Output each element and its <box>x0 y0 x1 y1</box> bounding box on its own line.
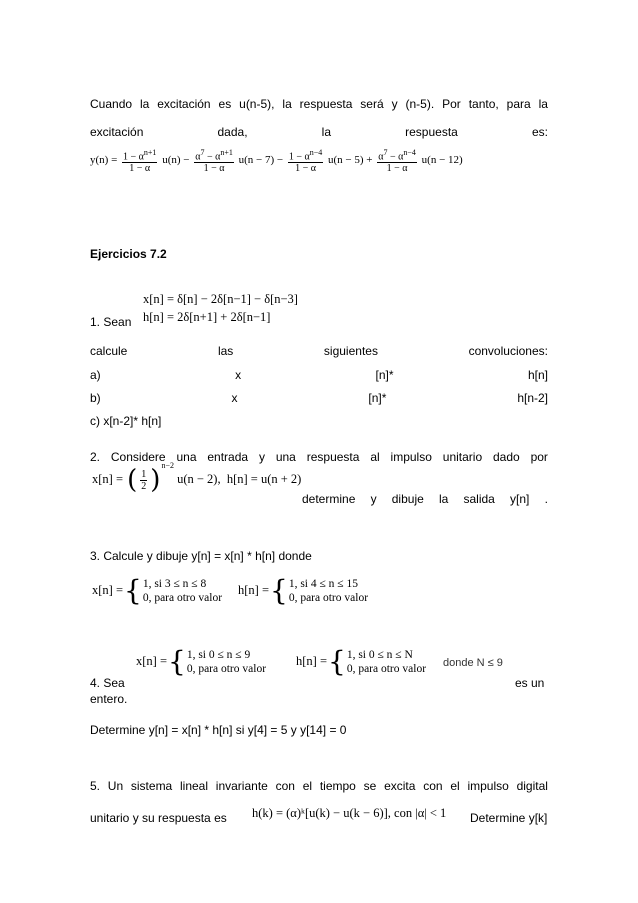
word: h[n] <box>527 368 548 382</box>
word: h[n-2] <box>517 391 548 405</box>
ex5-equation: h(k) = (α)ᵏ[u(k) − u(k − 6)], con |α| < 1 <box>252 806 447 820</box>
ex5-end: Determine y[k] <box>470 811 548 825</box>
word: el <box>302 779 313 793</box>
ex4-donde: donde N ≤ 9 <box>443 657 503 669</box>
word: el <box>450 779 460 793</box>
word: siguientes <box>323 344 378 358</box>
word: y <box>391 97 398 111</box>
word: respuesta <box>299 97 353 111</box>
ex4-label: 4. Sea <box>90 676 125 690</box>
word: (n-5). <box>405 97 435 111</box>
word: Considere <box>110 450 166 464</box>
word: digital <box>516 779 548 793</box>
ex2-equation: x[n] = ( $\frac{1}{2}$ )$^{n-2}$ u(n − 2), h[n] = u(n + 2) <box>92 460 302 495</box>
word: tanto, <box>468 97 499 111</box>
word: excitación <box>157 97 211 111</box>
word: respuesta <box>405 125 458 139</box>
word: x <box>231 391 238 405</box>
word: la <box>139 97 150 111</box>
word: salida <box>463 492 495 506</box>
word: calcule <box>90 344 128 358</box>
word: al <box>370 450 380 464</box>
word: dada, <box>217 125 248 139</box>
word: respuesta <box>306 450 360 464</box>
word: excita <box>384 779 416 793</box>
ex2-line-2 <box>302 492 548 506</box>
word: 5. <box>90 779 101 793</box>
word: . <box>544 492 548 506</box>
word: la <box>321 125 331 139</box>
word: lineal <box>180 779 209 793</box>
word: impulso <box>467 779 509 793</box>
word: convoluciones: <box>468 344 548 358</box>
ex5-line-1 <box>90 779 548 793</box>
ex1-label: 1. Sean <box>90 315 132 329</box>
ex5-start: unitario y su respuesta es <box>90 811 227 825</box>
word: es: <box>531 125 548 139</box>
word: [n]* <box>368 391 387 405</box>
word: y <box>258 450 265 464</box>
ex1-item-c: c) x[n-2]* h[n] <box>90 414 162 428</box>
word: sistema <box>130 779 173 793</box>
ex1-calc-line <box>90 344 548 358</box>
intro-line-1 <box>90 97 548 111</box>
word: y <box>370 492 377 506</box>
ex3-x-def: x[n] ={1, si 3 ≤ n ≤ 8 0, para otro valor <box>92 574 223 607</box>
word: con <box>275 779 295 793</box>
ex1-h-equation: h[n] = 2δ[n+1] + 2δ[n−1] <box>143 310 271 324</box>
ex4-entero: entero. <box>90 692 128 706</box>
ex3-line: 3. Calcule y dibuje y[n] = x[n] * h[n] donde <box>90 549 312 563</box>
section-heading: Ejercicios 7.2 <box>90 247 167 261</box>
word: excitación <box>90 125 144 139</box>
ex1-item-b <box>90 391 548 405</box>
ex3-h-def: h[n] ={1, si 4 ≤ n ≤ 15 0, para otro valor <box>238 574 369 607</box>
word: dado <box>493 450 520 464</box>
word: la <box>538 97 548 111</box>
word: u(n-5), <box>239 97 275 111</box>
word: Cuando <box>90 97 133 111</box>
word: con <box>423 779 443 793</box>
ex4-determine: Determine y[n] = x[n] * h[n] si y[4] = 5 y y[14] = 0 <box>90 723 347 737</box>
word: [n]* <box>375 368 394 382</box>
intro-line-2 <box>90 125 548 139</box>
word: una <box>275 450 296 464</box>
word: impulso <box>390 450 432 464</box>
ex4-h-def: h[n] ={1, si 0 ≤ n ≤ N 0, para otro valor <box>296 645 427 678</box>
word: será <box>360 97 384 111</box>
ex4-es-un: es un <box>515 676 545 690</box>
response-equation: y(n) = $\frac{1 - \alpha^{n+1}}{1 - \alpha}$ u(n) − $\frac{\alpha^7 - \alpha^{n+1}}{1 - \alpha}$ u(n − 7) − $\frac{1 - \alpha^{n-4}}{1 - \alpha}$ u(n − 5) + $\frac{\alpha^7 - \alpha^{n-4}}{1 - \alpha}$ u(n − 12) <box>90 148 463 175</box>
word: entrada <box>207 450 249 464</box>
word: la <box>282 97 292 111</box>
word: tiempo <box>319 779 356 793</box>
word: por <box>530 450 548 464</box>
word: para <box>506 97 531 111</box>
word: determine <box>302 492 356 506</box>
word: unitario <box>442 450 483 464</box>
word: y[n] <box>510 492 530 506</box>
ex4-x-def: x[n] ={1, si 0 ≤ n ≤ 9 0, para otro valor <box>136 645 267 678</box>
word: dibuje <box>391 492 424 506</box>
word: invariante <box>215 779 268 793</box>
word: Por <box>442 97 461 111</box>
word: Un <box>107 779 124 793</box>
word: b) <box>90 391 101 405</box>
word: 2. <box>90 450 101 464</box>
word: a) <box>90 368 101 382</box>
word: es <box>218 97 232 111</box>
word: se <box>363 779 377 793</box>
word: las <box>217 344 234 358</box>
ex1-x-equation: x[n] = δ[n] − 2δ[n−1] − δ[n−3] <box>143 292 298 306</box>
word: x <box>235 368 242 382</box>
word: una <box>176 450 197 464</box>
ex1-item-a <box>90 368 548 382</box>
ex2-line-1 <box>90 450 548 464</box>
word: la <box>438 492 449 506</box>
